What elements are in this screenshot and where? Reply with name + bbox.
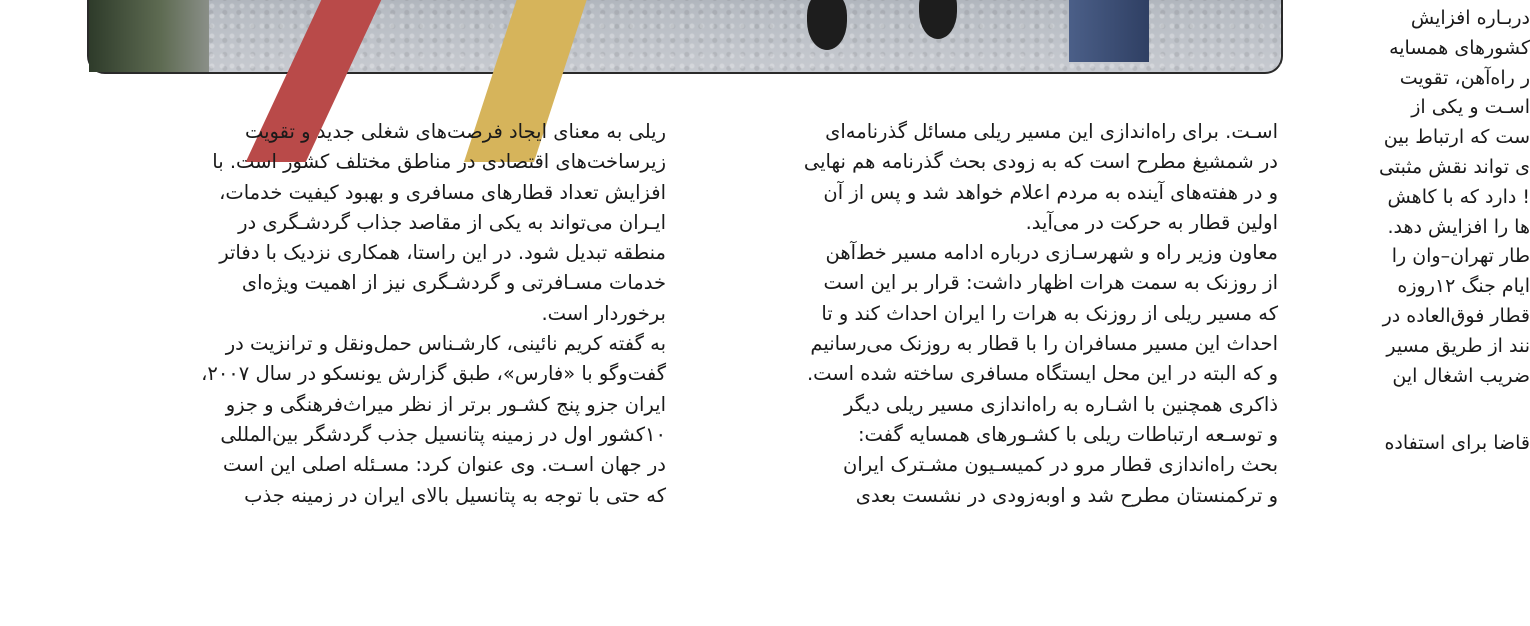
text-line: اسـت. برای راه‌اندازی این مسیر ریلی مسائل گذرنامه‌ای [825, 120, 1278, 143]
text-line: از روزنک به سمت هرات اظهار داشت: قرار بر این است [823, 271, 1278, 295]
text-line: برخوردار است. [541, 301, 666, 325]
text-line: ریلی به معنای ایجاد فرصت‌های شغلی جدید و تقویت [244, 120, 666, 143]
text-line: زیرساخت‌های اقتصادی در مناطق مختلف کشور است. با [212, 150, 666, 174]
text-line: ایـران می‌تواند به یکی از مقاصد جذاب گردشـگری در [238, 210, 666, 234]
text-line: و توسـعه ارتباطات ریلی با کشـورهای همسایه گفت: [857, 422, 1278, 446]
text-line: ! دارد که با کاهش [1387, 185, 1530, 208]
text-line: ایران جزو پنج کشـور برتر از نظر میراث‌فرهنگی و جزو [225, 392, 666, 416]
text-line: ها را افزایش دهد. [1387, 215, 1530, 238]
text-line: ضریب اشغال این [1392, 364, 1530, 387]
text-line: قطار فوق‌العاده در [1382, 304, 1530, 327]
text-line: و که البته در این محل ایستگاه مسافری ساخته شده است. [806, 362, 1278, 386]
photo-shadow-edge [89, 0, 209, 72]
text-line: معاون وزیر راه و شهرسـازی درباره ادامه مسیر خط‌آهن [825, 241, 1278, 265]
text-line: ست که ارتباط بین [1383, 126, 1530, 149]
text-line: ۱۰کشور اول در زمینه پتانسیل جذب گردشگر بین‌المللی [220, 422, 666, 446]
text-line: و ترکمنستان مطرح شد و اوبه‌زودی در نشست بعدی [855, 483, 1278, 507]
text-line: ذاکری همچنین با اشـاره به راه‌اندازی مسیر ریلی دیگر [844, 392, 1278, 416]
text-line: ی تواند نقش مثبتی [1379, 155, 1530, 178]
text-line: افزایش تعداد قطارهای مسافری و بهبود کیفیت خدمات، [219, 180, 666, 204]
text-line: که مسیر ریلی از روزنک به هرات را ایران احداث کند و تا [821, 301, 1278, 325]
text-line: قاضا برای استفاده [1384, 432, 1530, 455]
text-line: در شمشیغ مطرح است که به زودی بحث گذرنامه هم نهایی [803, 150, 1278, 174]
text-line: احداث این مسیر مسافران را با قطار به روزنک می‌رسانیم [810, 332, 1278, 356]
text-line: منطقه تبدیل شود. در این راستا، همکاری نزدیک با دفاتر [219, 241, 666, 265]
text-line: نند از طریق مسیر [1386, 334, 1530, 357]
column-right [1300, 4, 1530, 459]
text-line: و در هفته‌های آینده به مردم اعلام خواهد شد و پس از آن [823, 180, 1278, 204]
jeans-leg [1069, 0, 1149, 62]
text-line: به گفته کریم نائینی، کارشـناس حمل‌ونقل و ترانزیت در [225, 332, 666, 356]
text-line: که حتی با توجه به پتانسیل بالای ایران در زمینه جذب [244, 483, 666, 507]
column-left [98, 117, 666, 511]
text-line: ایام جنگ ۱۲روزه [1397, 275, 1530, 298]
text-line: در جهان اسـت. وی عنوان کرد: مسـئله اصلی این است [223, 453, 666, 477]
text-line: گفت‌وگو با «فارس»، طبق گزارش یونسکو در سال ۲۰۰۷، [201, 362, 666, 386]
paragraph-gap [1300, 391, 1530, 429]
text-line: طار تهران–وان را [1391, 245, 1530, 268]
column-middle [710, 117, 1278, 511]
text-line: خدمات مسـافرتی و گردشـگری نیز از اهمیت ویژه‌ای [241, 271, 666, 295]
text-line: اسـت و یکی از [1411, 96, 1530, 119]
text-line: کشورهای همسایه [1389, 36, 1530, 59]
text-line: اولین قطار به حرکت در می‌آید. [1025, 210, 1278, 234]
text-line: بحث راه‌اندازی قطار مرو در کمیسـیون مشـترک ایران [843, 453, 1278, 477]
article-photo [87, 0, 1283, 74]
text-line: دربـاره افزایش [1410, 7, 1530, 29]
text-line: ر راه‌آهن، تقویت [1399, 66, 1530, 89]
